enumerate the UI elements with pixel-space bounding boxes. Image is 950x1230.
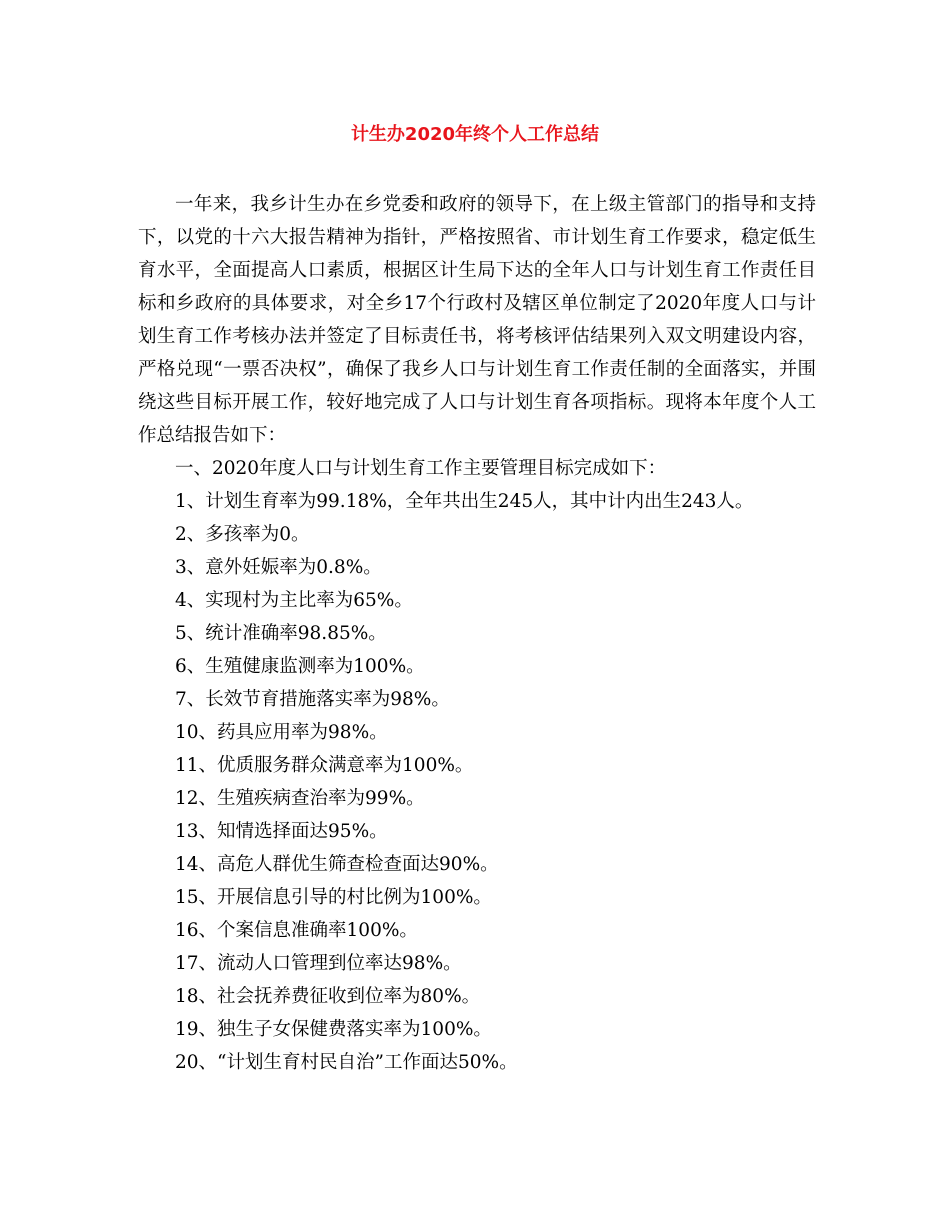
list-item: 1、计划生育率为99.18%，全年共出生245人，其中计内出生243人。: [175, 491, 754, 512]
list-item: 6、生殖健康监测率为100%。: [175, 656, 425, 677]
list-item: 20、“计划生育村民自治”工作面达50%。: [175, 1052, 518, 1073]
list-item: 4、实现村为主比率为65%。: [175, 590, 413, 611]
document-body: [138, 188, 816, 1079]
list-item: 15、开展信息引导的村比例为100%。: [175, 887, 492, 908]
list-item: 一、2020年度人口与计划生育工作主要管理目标完成如下：: [175, 458, 667, 479]
list-item: 5、统计准确率98.85%。: [175, 623, 387, 644]
list-item: 18、社会抚养费征收到位率为80%。: [175, 986, 481, 1007]
target-list: [138, 452, 816, 1079]
list-item: 7、长效节育措施落实率为98%。: [175, 689, 450, 710]
list-item: 10、药具应用率为98%。: [175, 722, 388, 743]
list-item: 14、高危人群优生筛查检查面达90%。: [175, 854, 499, 875]
list-item: 2、多孩率为0。: [175, 524, 310, 545]
list-item: 12、生殖疾病查治率为99%。: [175, 788, 425, 809]
intro-paragraph: 一年来，我乡计生办在乡党委和政府的领导下，在上级主管部门的指导和支持下，以党的十六大报告精神为指针，严格按照省、市计划生育工作要求，稳定低生育水平，全面提高人口素质，根据区计生局下达的全年人口与计划生育工作责任目标和乡政府的具体要求，对全乡17个行政村及辖区单位制定了2020年度人口与计划生育工作考核办法并签定了目标责任书，将考核评估结果列入双文明建设内容，严格兑现“一票否决权”，确保了我乡人口与计划生育工作责任制的全面落实，并围绕这些目标开展工作，较好地完成了人口与计划生育各项指标。现将本年度个人工作总结报告如下：: [138, 194, 816, 446]
list-item: 19、独生子女保健费落实率为100%。: [175, 1019, 492, 1040]
list-item: 17、流动人口管理到位率达98%。: [175, 953, 462, 974]
document-title: 计生办2020年终个人工作总结: [350, 124, 600, 145]
list-item: 16、个案信息准确率100%。: [175, 920, 418, 941]
list-item: 13、知情选择面达95%。: [175, 821, 388, 842]
list-item: 11、优质服务群众满意率为100%。: [175, 755, 474, 776]
list-item: 3、意外妊娠率为0.8%。: [175, 557, 382, 578]
